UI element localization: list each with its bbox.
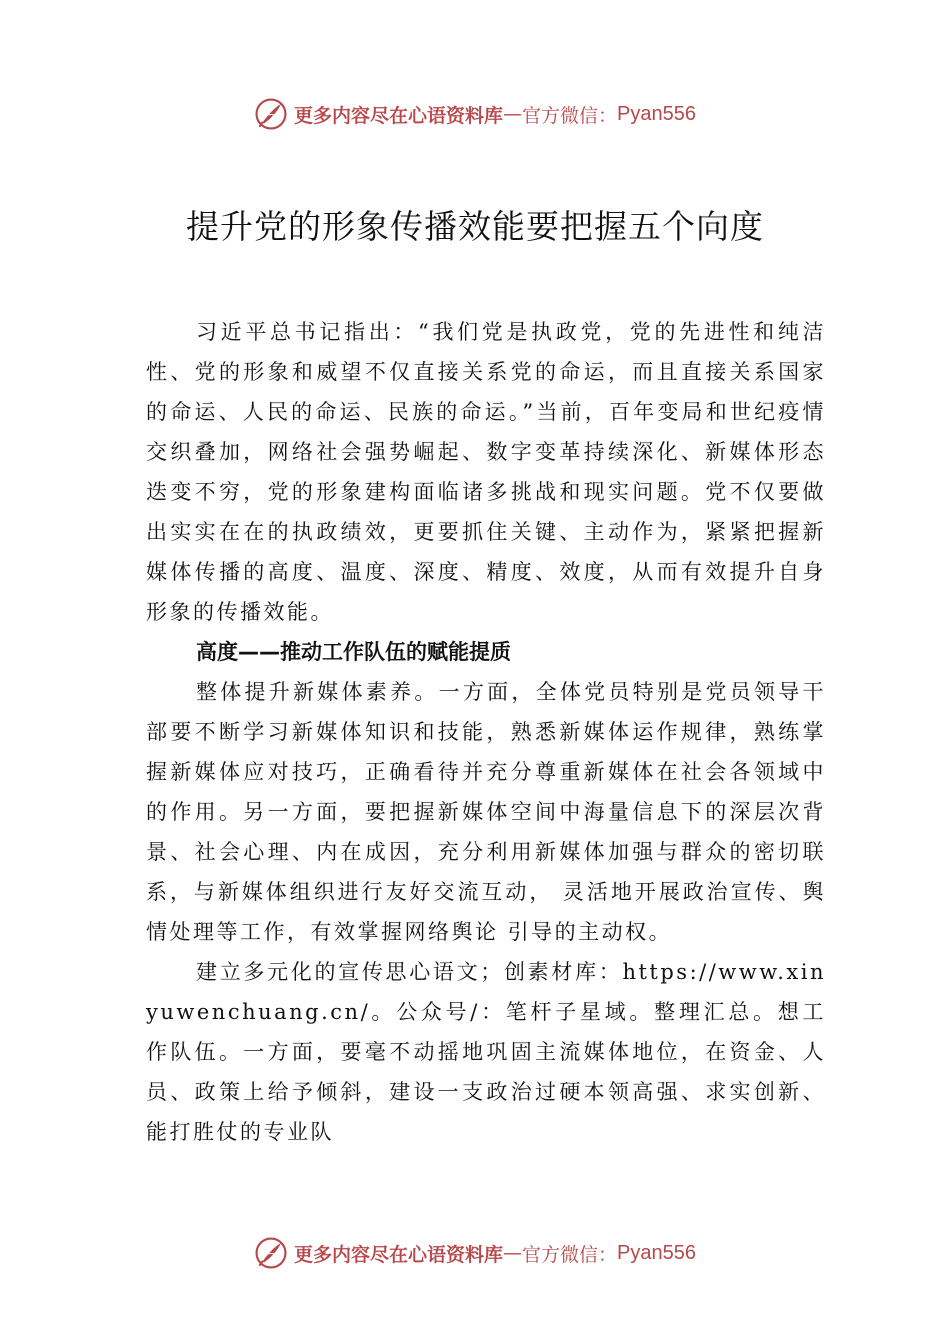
banner-wechat-id: Pyan556 (617, 1241, 696, 1264)
quill-pen-logo-icon (254, 97, 288, 131)
banner-wechat-id: Pyan556 (617, 102, 696, 125)
banner-wechat-label: 官方微信： (522, 1243, 618, 1266)
banner-separator: — (503, 1242, 523, 1264)
banner-brand-text: 更多内容尽在心语资料库 (294, 1243, 504, 1266)
section-paragraph: 整体提升新媒体素养。一方面，全体党员特别是党员领导干部要不断学习新媒体知识和技能，熟悉新媒体运作规律，熟练掌握新媒体应对技巧，正确看待并充分尊重新媒体在社会各领域中的作用。另一方面，要把握新媒体空间中海量信息下的深层次背景、社会心理、内在成因，充分利用新媒体加强与群众的密切联系，与新媒体组织进行友好交流互动， 灵活地开展政治宣传、舆情处理等工作，有效掌握网络舆论 引导的主动权。 (146, 680, 826, 944)
document-title: 提升党的形象传播效能要把握五个向度 (186, 207, 764, 246)
quill-pen-logo-icon (254, 1236, 288, 1270)
section-heading: 高度——推动工作队伍的赋能提质 (196, 640, 511, 664)
banner-separator: — (503, 103, 523, 125)
header-banner (0, 92, 950, 136)
banner-brand-text: 更多内容尽在心语资料库 (294, 104, 504, 127)
footer-banner (0, 1231, 950, 1275)
banner-wechat-label: 官方微信： (522, 104, 618, 127)
document-body (146, 312, 826, 1152)
intro-paragraph: 习近平总书记指出：“我们党是执政党，党的先进性和纯洁性、党的形象和威望不仅直接关系党的命运，而且直接关系国家的命运、人民的命运、民族的命运。”当前，百年变局和世纪疫情交织叠加，网络社会强势崛起、数字变革持续深化、新媒体形态迭变不穷，党的形象建构面临诸多挑战和现实问题。党不仅要做出实实在在的执政绩效，更要抓住关键、主动作为，紧紧把握新媒体传播的高度、温度、深度、精度、效度，从而有效提升自身形象的传播效能。 (146, 320, 826, 624)
section-paragraph: 建立多元化的宣传思心语文；创素材库：https://www.xinyuwenchuang.cn/。公众号/：笔杆子星域。整理汇总。想工作队伍。一方面，要毫不动摇地巩固主流媒体地位，在资金、人员、政策上给予倾斜，建设一支政治过硬本领高强、求实创新、能打胜仗的专业队 (146, 960, 826, 1144)
